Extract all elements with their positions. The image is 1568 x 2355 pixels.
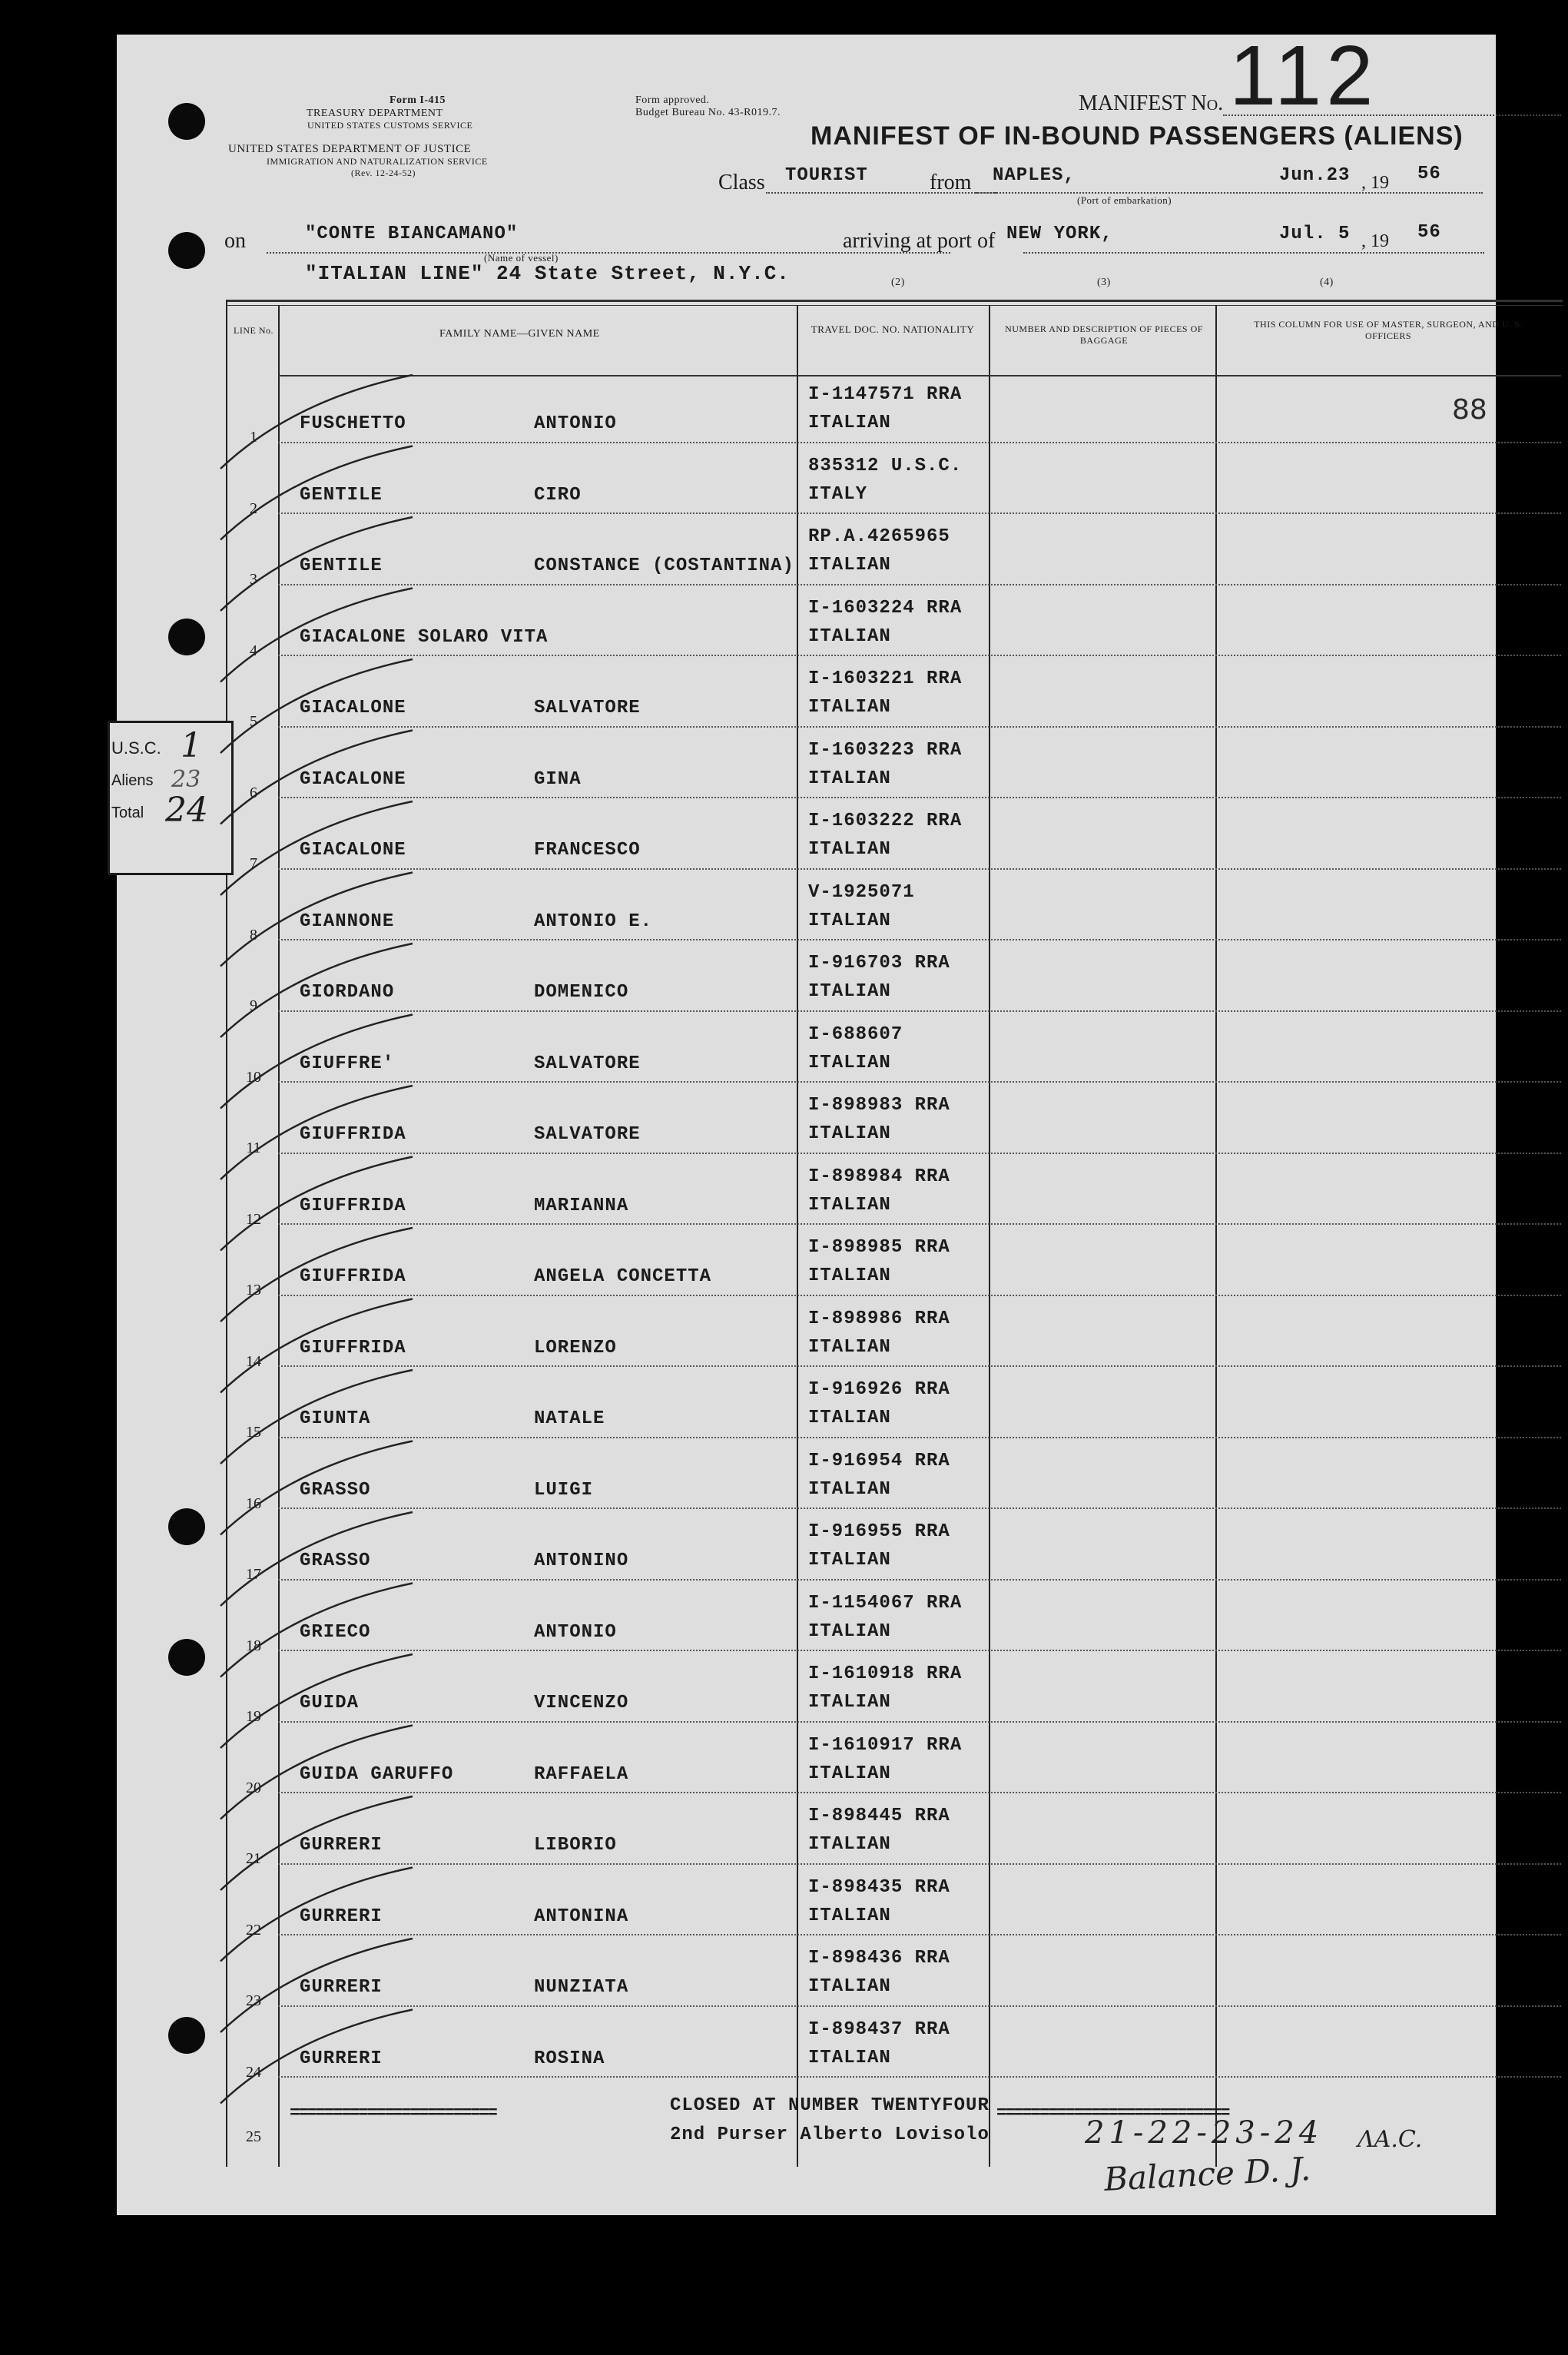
nationality: ITALIAN bbox=[808, 625, 891, 647]
given-name: ANTONINA bbox=[534, 1906, 629, 1927]
total-value: 24 bbox=[165, 791, 208, 830]
family-name: GRIECO bbox=[300, 1621, 371, 1643]
given-name: NATALE bbox=[534, 1408, 605, 1429]
family-name: GIACALONE SOLARO VITA bbox=[300, 626, 549, 648]
check-mark bbox=[220, 801, 413, 895]
line-number: 1 bbox=[250, 429, 257, 446]
travel-doc-number: I-898984 RRA bbox=[808, 1166, 950, 1187]
family-name: GIUFFRIDA bbox=[300, 1266, 406, 1287]
given-name: MARIANNA bbox=[534, 1195, 629, 1216]
manifest-sheet bbox=[111, 28, 1523, 2215]
line-number: 17 bbox=[246, 1566, 261, 1583]
line-number: 9 bbox=[250, 997, 257, 1014]
check-mark bbox=[220, 446, 413, 540]
given-name: SALVATORE bbox=[534, 1124, 641, 1145]
col-3-marker: (3) bbox=[1097, 277, 1111, 288]
arrival-port: NEW YORK, bbox=[1006, 224, 1113, 244]
check-mark bbox=[220, 1584, 413, 1677]
usc-value: 1 bbox=[181, 726, 202, 765]
family-name: GIUFFRIDA bbox=[300, 1337, 406, 1358]
class-value: TOURIST bbox=[785, 165, 868, 186]
check-mark bbox=[220, 1654, 413, 1748]
margin-note: 88 bbox=[1452, 394, 1487, 426]
form-number: Form I-415 bbox=[390, 95, 446, 106]
given-name: ANGELA CONCETTA bbox=[534, 1266, 712, 1287]
check-mark bbox=[220, 1796, 413, 1890]
line-number: 13 bbox=[246, 1282, 261, 1299]
check-mark bbox=[220, 731, 413, 824]
col-4-marker: (4) bbox=[1320, 277, 1334, 288]
aliens-value: 23 bbox=[171, 766, 201, 793]
family-name: GENTILE bbox=[300, 484, 383, 506]
travel-doc-number: I-898445 RRA bbox=[808, 1806, 950, 1826]
purser-line: 2nd Purser Alberto Lovisolo bbox=[670, 2124, 990, 2145]
usc-label: U.S.C. bbox=[111, 738, 161, 758]
family-name: GURRERI bbox=[300, 1906, 383, 1927]
header-baggage: NUMBER AND DESCRIPTION OF PIECES OF BAGGAGE bbox=[1005, 323, 1203, 346]
given-name: ANTONIO bbox=[534, 413, 617, 434]
travel-doc-number: I-898983 RRA bbox=[808, 1095, 950, 1116]
given-name: SALVATORE bbox=[534, 698, 641, 718]
line-number: 20 bbox=[246, 1779, 261, 1796]
line-number: 24 bbox=[246, 2063, 261, 2081]
travel-doc-number: I-916703 RRA bbox=[808, 953, 950, 974]
nationality: ITALIAN bbox=[808, 910, 891, 931]
check-mark bbox=[220, 1441, 413, 1535]
family-name: GUIDA bbox=[300, 1693, 360, 1713]
header-officers: THIS COLUMN FOR USE OF MASTER, SURGEON, AND U. S. OFFICERS bbox=[1254, 319, 1523, 341]
travel-doc-number: I-898437 RRA bbox=[808, 2018, 950, 2040]
departure-year-prefix: , 19 bbox=[1361, 173, 1389, 193]
line-number: 22 bbox=[246, 1921, 261, 1939]
arriving-label: arriving at port of bbox=[843, 229, 996, 253]
line-number: 10 bbox=[246, 1068, 261, 1086]
check-mark bbox=[220, 1370, 413, 1464]
embarkation-port: NAPLES, bbox=[993, 165, 1076, 186]
manifest-number-label: MANIFEST No. bbox=[1079, 91, 1224, 115]
travel-doc-number: I-898986 RRA bbox=[808, 1308, 950, 1329]
check-mark bbox=[220, 1868, 413, 1962]
family-name: GIUFFRIDA bbox=[300, 1195, 406, 1216]
given-name: LIBORIO bbox=[534, 1835, 617, 1856]
check-mark bbox=[220, 1228, 413, 1322]
given-name: ROSINA bbox=[534, 2048, 605, 2069]
family-name: GURRERI bbox=[300, 2048, 383, 2069]
given-name: RAFFAELA bbox=[534, 1763, 629, 1785]
family-name: GENTILE bbox=[300, 556, 383, 576]
travel-doc-number: I-916954 RRA bbox=[808, 1450, 950, 1471]
line-number: 23 bbox=[246, 1992, 261, 2009]
line-number: 19 bbox=[246, 1708, 261, 1725]
travel-doc-number: RP.A.4265965 bbox=[808, 526, 950, 547]
nationality: ITALIAN bbox=[808, 697, 891, 718]
vessel-name: "CONTE BIANCAMANO" bbox=[305, 224, 519, 244]
nationality: ITALIAN bbox=[808, 1976, 891, 1997]
check-mark bbox=[220, 1726, 413, 1819]
family-name: GIORDANO bbox=[300, 982, 395, 1003]
line-number: 2 bbox=[250, 499, 257, 517]
travel-doc-number: I-1603221 RRA bbox=[808, 668, 963, 689]
line-number: 7 bbox=[250, 855, 257, 872]
nationality: ITALIAN bbox=[808, 1763, 891, 1784]
departure-date: Jun.23 bbox=[1279, 165, 1351, 186]
line-number: 18 bbox=[246, 1637, 261, 1654]
travel-doc-number: I-1603224 RRA bbox=[808, 597, 963, 619]
travel-doc-number: I-1603222 RRA bbox=[808, 811, 963, 831]
nationality: ITALIAN bbox=[808, 1336, 891, 1358]
header-name: FAMILY NAME—GIVEN NAME bbox=[439, 328, 600, 340]
manifest-title: MANIFEST OF IN-BOUND PASSENGERS (ALIENS) bbox=[811, 121, 1464, 151]
given-name: GINA bbox=[534, 768, 582, 790]
family-name: GIUFFRE' bbox=[300, 1053, 395, 1074]
travel-doc-number: I-898435 RRA bbox=[808, 1876, 950, 1898]
given-name: CONSTANCE (COSTANTINA) bbox=[534, 556, 794, 576]
given-name: NUNZIATA bbox=[534, 1977, 629, 1998]
nationality: ITALIAN bbox=[808, 1692, 891, 1713]
family-name: GIANNONE bbox=[300, 910, 395, 932]
check-mark bbox=[220, 1299, 413, 1393]
family-name: GIACALONE bbox=[300, 840, 406, 861]
closing-scribble: ΛA.C. bbox=[1357, 2126, 1423, 2153]
embarkation-caption: (Port of embarkation) bbox=[1077, 194, 1172, 206]
nationality: ITALIAN bbox=[808, 839, 891, 860]
arrival-year-prefix: , 19 bbox=[1361, 231, 1389, 251]
line-number: 21 bbox=[246, 1850, 261, 1867]
line-number: 8 bbox=[250, 926, 257, 944]
line-number: 11 bbox=[246, 1139, 261, 1156]
given-name: SALVATORE bbox=[534, 1053, 641, 1074]
check-marks bbox=[117, 35, 1496, 2215]
vessel-caption: (Name of vessel) bbox=[484, 252, 559, 264]
travel-doc-number: 835312 U.S.C. bbox=[808, 455, 963, 476]
class-label: Class bbox=[718, 171, 765, 194]
nationality: ITALIAN bbox=[808, 1265, 891, 1286]
given-name: DOMENICO bbox=[534, 982, 629, 1003]
budget-number: Budget Bureau No. 43-R019.7. bbox=[635, 107, 781, 118]
given-name: VINCENZO bbox=[534, 1693, 629, 1713]
nationality: ITALIAN bbox=[808, 1478, 891, 1500]
col-2-marker: (2) bbox=[891, 277, 905, 288]
travel-doc-number: I-916955 RRA bbox=[808, 1521, 950, 1542]
from-label: from bbox=[930, 171, 972, 194]
departure-year: 56 bbox=[1417, 164, 1441, 184]
nationality: ITALIAN bbox=[808, 1408, 891, 1428]
given-name: CIRO bbox=[534, 484, 582, 506]
line-number: 15 bbox=[246, 1424, 261, 1441]
nationality: ITALIAN bbox=[808, 1123, 891, 1144]
nationality: ITALIAN bbox=[808, 1834, 891, 1855]
nationality: ITALIAN bbox=[808, 1194, 891, 1216]
family-name: GIACALONE bbox=[300, 768, 406, 790]
family-name: GURRERI bbox=[300, 1977, 383, 1998]
treasury-label: TREASURY DEPARTMENT bbox=[307, 108, 443, 119]
travel-doc-number: I-898436 RRA bbox=[808, 1948, 950, 1969]
line-number: 3 bbox=[250, 571, 257, 588]
given-name: ANTONINO bbox=[534, 1551, 629, 1571]
nationality: ITALIAN bbox=[808, 1550, 891, 1571]
line-number: 4 bbox=[250, 642, 257, 659]
handwritten-signature: Balance D. J. bbox=[1102, 2149, 1312, 2199]
closed-text: CLOSED AT NUMBER TWENTYFOUR bbox=[670, 2095, 990, 2116]
nationality: ITALIAN bbox=[808, 413, 891, 433]
nationality: ITALIAN bbox=[808, 2047, 891, 2068]
given-name: FRANCESCO bbox=[534, 840, 641, 861]
check-mark bbox=[220, 1157, 413, 1251]
nationality: ITALIAN bbox=[808, 768, 891, 789]
closed-dashes-right: =========================== bbox=[996, 2104, 1229, 2123]
travel-doc-number: I-1610918 RRA bbox=[808, 1663, 963, 1684]
family-name: GRASSO bbox=[300, 1551, 371, 1571]
check-mark bbox=[220, 659, 413, 753]
line-number: 25 bbox=[246, 2128, 261, 2145]
nationality: ITALIAN bbox=[808, 1052, 891, 1073]
nationality: ITALIAN bbox=[808, 1905, 891, 1926]
check-mark bbox=[220, 1939, 413, 2032]
travel-doc-number: I-1610917 RRA bbox=[808, 1734, 963, 1756]
aliens-label: Aliens bbox=[111, 772, 154, 789]
total-label: Total bbox=[111, 804, 144, 821]
check-mark bbox=[220, 1512, 413, 1606]
family-name: GIUNTA bbox=[300, 1408, 371, 1429]
justice-label: UNITED STATES DEPARTMENT OF JUSTICE bbox=[228, 143, 472, 155]
shipping-line: "ITALIAN LINE" 24 State Street, N.Y.C. bbox=[305, 262, 790, 285]
customs-label: UNITED STATES CUSTOMS SERVICE bbox=[307, 120, 473, 131]
handwritten-lines: 21-22-23-24 bbox=[1085, 2115, 1324, 2151]
travel-doc-number: V-1925071 bbox=[808, 881, 915, 903]
closed-dashes-left: ======================== bbox=[290, 2104, 496, 2123]
ins-label: IMMIGRATION AND NATURALIZATION SERVICE bbox=[267, 156, 488, 167]
travel-doc-number: I-898985 RRA bbox=[808, 1237, 950, 1258]
family-name: FUSCHETTO bbox=[300, 413, 406, 434]
family-name: GIUFFRIDA bbox=[300, 1124, 406, 1145]
check-mark bbox=[220, 1086, 413, 1179]
check-mark bbox=[220, 517, 413, 611]
travel-doc-number: I-1154067 RRA bbox=[808, 1592, 963, 1614]
family-name: GURRERI bbox=[300, 1835, 383, 1856]
given-name: ANTONIO bbox=[534, 1621, 617, 1643]
arrival-date: Jul. 5 bbox=[1279, 224, 1351, 244]
line-number: 6 bbox=[250, 784, 257, 801]
family-name: GIACALONE bbox=[300, 698, 406, 718]
check-mark bbox=[220, 375, 413, 469]
given-name: LUIGI bbox=[534, 1479, 594, 1501]
line-number: 16 bbox=[246, 1494, 261, 1512]
nationality: ITALY bbox=[808, 483, 868, 505]
given-name: ANTONIO E. bbox=[534, 910, 653, 932]
nationality: ITALIAN bbox=[808, 555, 891, 575]
line-number: 14 bbox=[246, 1352, 261, 1370]
travel-doc-number: I-688607 bbox=[808, 1023, 903, 1045]
manifest-number: 112 bbox=[1229, 28, 1378, 123]
travel-doc-number: I-916926 RRA bbox=[808, 1379, 950, 1400]
check-mark bbox=[220, 589, 413, 682]
family-name: GRASSO bbox=[300, 1479, 371, 1501]
check-mark bbox=[220, 944, 413, 1037]
family-name: GUIDA GARUFFO bbox=[300, 1763, 454, 1785]
nationality: ITALIAN bbox=[808, 1620, 891, 1642]
form-approved: Form approved. bbox=[635, 95, 710, 106]
arrival-year: 56 bbox=[1417, 222, 1441, 243]
line-number: 12 bbox=[246, 1210, 261, 1228]
check-mark bbox=[220, 873, 413, 967]
line-number: 5 bbox=[250, 713, 257, 730]
nationality: ITALIAN bbox=[808, 981, 891, 1002]
check-mark bbox=[220, 2010, 413, 2104]
header-travel-doc: TRAVEL DOC. NO. NATIONALITY bbox=[811, 323, 975, 335]
header-line-no: LINE No. bbox=[234, 325, 273, 336]
on-label: on bbox=[224, 229, 246, 253]
travel-doc-number: I-1603223 RRA bbox=[808, 739, 963, 761]
revision-label: (Rev. 12-24-52) bbox=[351, 168, 416, 178]
travel-doc-number: I-1147571 RRA bbox=[808, 384, 963, 405]
given-name: LORENZO bbox=[534, 1337, 617, 1358]
check-mark bbox=[220, 1015, 413, 1109]
